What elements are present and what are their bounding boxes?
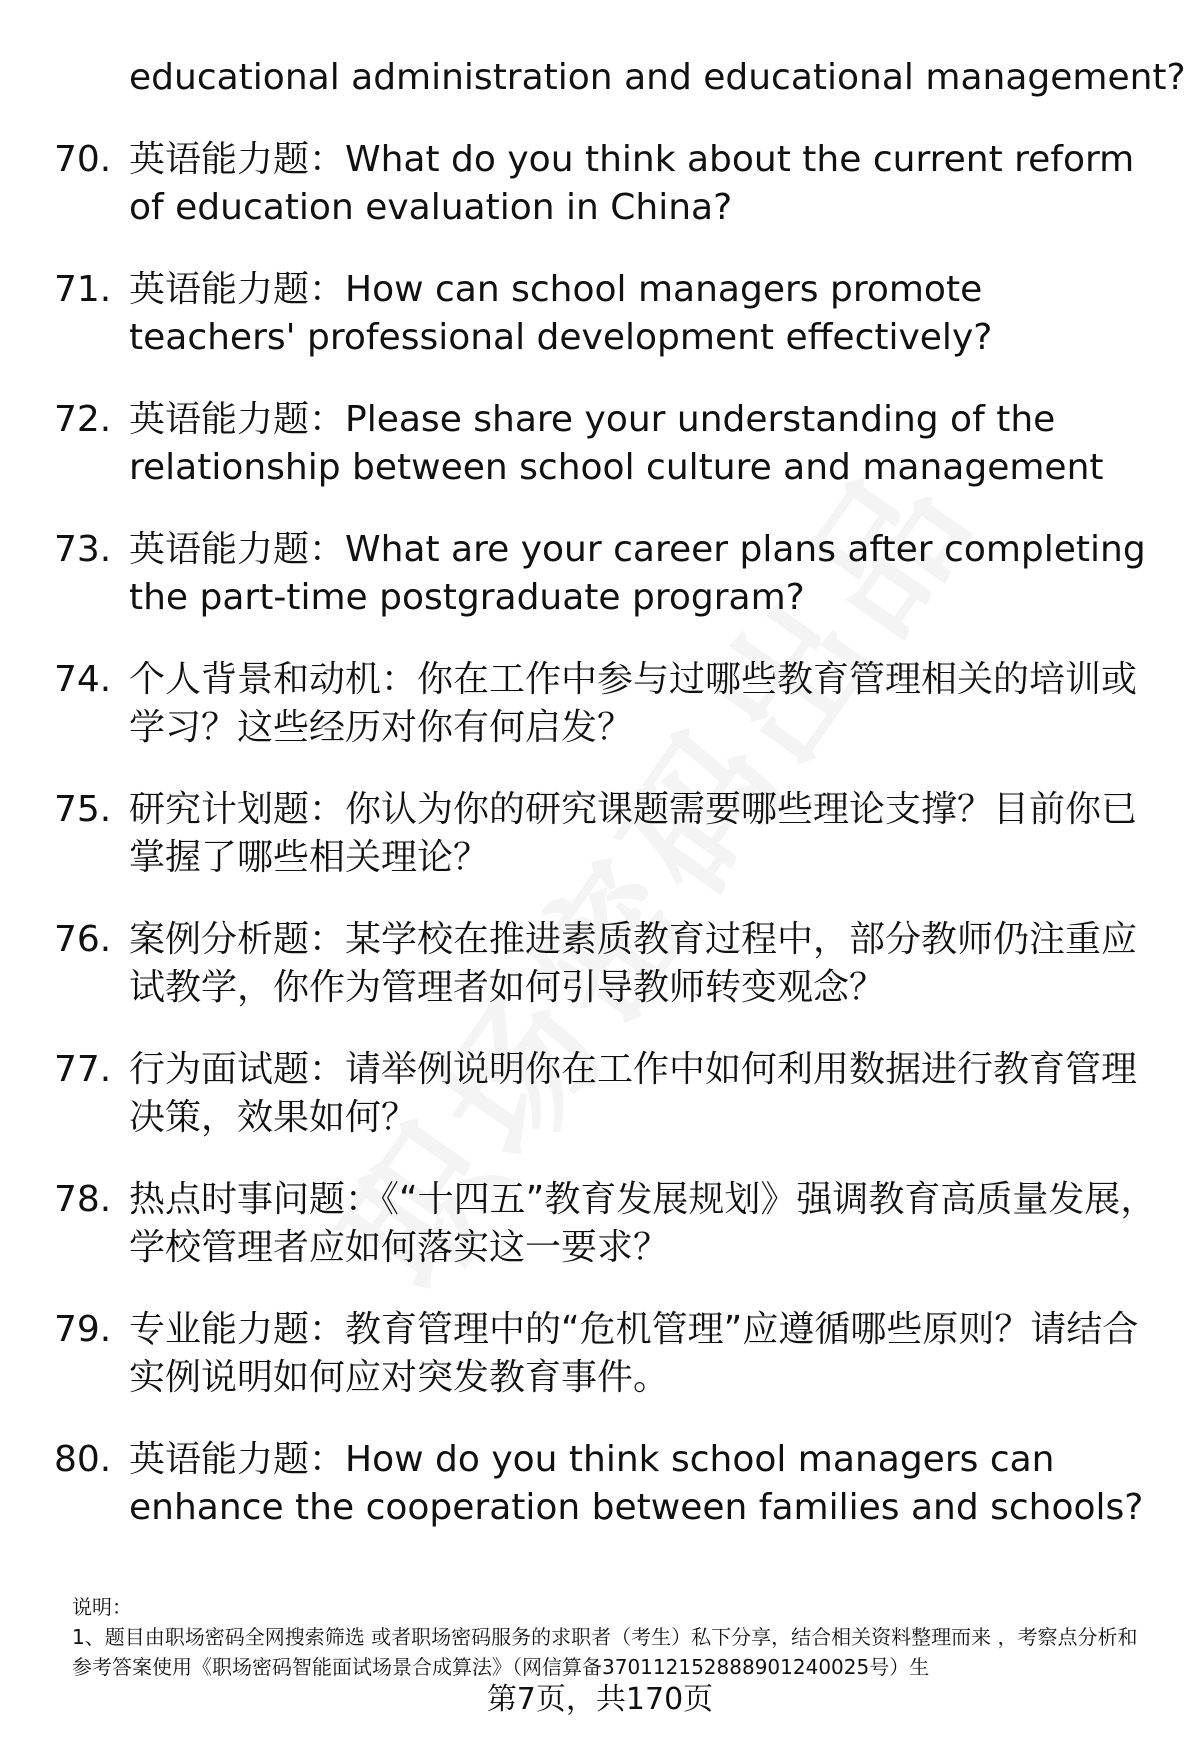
question-item — [0, 526, 1200, 622]
question-body: 教育管理中的“危机管理”应遵循哪些原则？请结合实例说明如何应对突发教育事件。 — [129, 1309, 1139, 1398]
question-number: 76. — [54, 919, 112, 960]
question-number: 75. — [54, 789, 112, 830]
explanation-note — [72, 1592, 1152, 1682]
question-body: 你认为你的研究课题需要哪些理论支撑？目前你已掌握了哪些相关理论？ — [129, 789, 1138, 878]
question-number: 78. — [54, 1179, 112, 1220]
question-number: 73. — [54, 529, 112, 570]
question-item — [0, 1046, 1200, 1142]
question-item — [0, 1176, 1200, 1272]
question-category: 英语能力题： — [129, 529, 346, 570]
question-number: 70. — [54, 139, 112, 180]
question-category: 英语能力题： — [129, 1439, 346, 1480]
question-category: 英语能力题： — [129, 399, 346, 440]
question-item — [0, 396, 1200, 492]
question-category: 案例分析题： — [129, 919, 346, 960]
question-number: 74. — [54, 659, 112, 700]
question-number: 72. — [54, 399, 112, 440]
question-category: 英语能力题： — [129, 269, 346, 310]
question-body: What are your career plans after completing the part-time postgraduate program? — [129, 529, 1146, 618]
page-indicator: 第7页，共170页 — [486, 1682, 714, 1717]
question-body: How can school managers promote teachers' professional development effectively? — [129, 269, 993, 358]
question-body: Please share your understanding of the relationship between school culture and management — [129, 399, 1104, 488]
question-item — [0, 266, 1200, 362]
continuation-line: educational administration and educational management? — [129, 57, 1186, 98]
question-text — [129, 916, 1159, 1012]
question-category: 研究计划题： — [129, 789, 346, 830]
question-category: 个人背景和动机： — [129, 659, 418, 700]
question-body: What do you think about the current reform of education evaluation in China? — [129, 139, 1135, 228]
note-body: 1、题目由职场密码全网搜索筛选 或者职场密码服务的求职者（考生）私下分享，结合相关资料整理而来 ，考察点分析和参考答案使用《职场密码智能面试场景合成算法》（网信算备370112152888901240025号）生 — [72, 1625, 1138, 1679]
question-body: 《“十四五”教育发展规划》强调教育高质量发展，学校管理者应如何落实这一要求？ — [129, 1179, 1157, 1268]
question-text — [129, 266, 1159, 362]
question-text — [129, 786, 1159, 882]
question-category: 热点时事问题： — [129, 1179, 382, 1220]
question-category: 英语能力题： — [129, 139, 346, 180]
question-category: 专业能力题： — [129, 1309, 346, 1350]
question-body: 请举例说明你在工作中如何利用数据进行教育管理决策，效果如何？ — [129, 1049, 1138, 1138]
question-list — [0, 54, 1200, 1532]
question-text — [129, 1176, 1159, 1272]
question-body: 你在工作中参与过哪些教育管理相关的培训或学习？这些经历对你有何启发？ — [129, 659, 1138, 748]
question-item — [0, 656, 1200, 752]
question-item — [0, 1306, 1200, 1402]
question-item — [0, 786, 1200, 882]
question-text — [129, 1046, 1159, 1142]
question-text — [129, 526, 1159, 622]
question-body: 某学校在推进素质教育过程中，部分教师仍注重应试教学，你作为管理者如何引导教师转变观念？ — [129, 919, 1138, 1008]
question-number: 71. — [54, 269, 112, 310]
question-text — [129, 136, 1159, 232]
question-body: How do you think school managers can enhance the cooperation between families and schools? — [129, 1439, 1144, 1528]
question-text — [129, 1436, 1159, 1532]
question-text — [129, 396, 1159, 492]
question-number: 79. — [54, 1309, 112, 1350]
question-item — [0, 916, 1200, 1012]
question-number: 77. — [54, 1049, 112, 1090]
question-text — [129, 656, 1159, 752]
question-number: 80. — [54, 1439, 112, 1480]
note-heading: 说明： — [72, 1595, 132, 1619]
question-text — [129, 1306, 1159, 1402]
question-category: 行为面试题： — [129, 1049, 346, 1090]
question-item — [0, 1436, 1200, 1532]
question-item — [0, 136, 1200, 232]
